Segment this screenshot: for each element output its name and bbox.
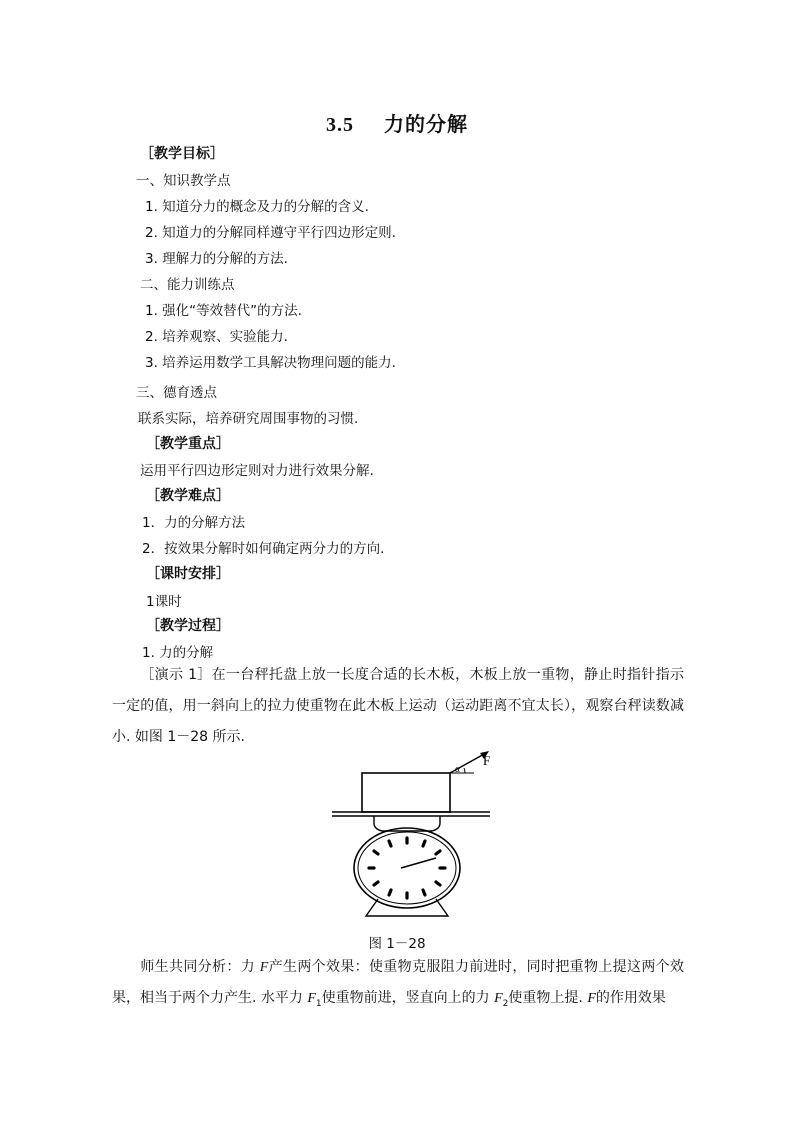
- section-number: 3.5: [326, 114, 354, 136]
- ability-heading: 二、能力训练点: [140, 277, 235, 293]
- scale-figure: [326, 751, 496, 921]
- force-label: F: [483, 753, 491, 768]
- list-item: 1．力的分解方法: [142, 515, 246, 531]
- moral-heading: 三、德育透点: [136, 385, 217, 401]
- moral-text: 联系实际，培养研究周围事物的习惯.: [138, 411, 359, 427]
- demo-paragraph: ［演示 1］在一台秤托盘上放一长度合适的长木板，木板上放一重物，静止时指针指示一定的值，用一斜向上的拉力使重物在此木板上运动（运动距离不宜太长），观察台秤读数减小. 如图 1－28 所示.: [112, 667, 684, 745]
- dial-pointer: [401, 858, 436, 868]
- list-item: 3. 理解力的分解的方法.: [145, 251, 288, 267]
- list-item: 2. 培养观察、实验能力.: [145, 329, 288, 345]
- schedule-text: 1课时: [146, 594, 182, 610]
- section-title: 力的分解: [384, 112, 468, 136]
- figure-caption: 图 1－28: [368, 936, 426, 952]
- key-points-text: 运用平行四边形定则对力进行效果分解.: [140, 463, 374, 479]
- list-item: 2. 知道力的分解同样遵守平行四边形定则.: [145, 225, 396, 241]
- list-item: 3. 培养运用数学工具解决物理问题的能力.: [145, 355, 396, 371]
- analysis-paragraph: 师生共同分析：力 F产生两个效果：使重物克服阻力前进时，同时把重物上提这两个效果，相当于两个力产生. 水平力 $F_1$使重物前进，竖直向上的力 $F_2$使重物上提. F的作用效果: [112, 959, 684, 1009]
- list-item: 1. 强化“等效替代”的方法.: [145, 303, 302, 319]
- force-symbol: F: [587, 991, 596, 1006]
- angle-label: α: [455, 764, 461, 775]
- list-item: 1. 知道分力的概念及力的分解的含义.: [145, 199, 369, 215]
- objectives-heading: ［教学目标］: [140, 146, 224, 162]
- page-title: [0, 108, 794, 137]
- key-points-heading: ［教学重点］: [146, 436, 230, 452]
- force-symbol-f2: F: [494, 991, 503, 1006]
- knowledge-heading: 一、知识教学点: [136, 173, 231, 189]
- list-item: 2．按效果分解时如何确定两分力的方向.: [142, 541, 385, 557]
- process-heading: ［教学过程］: [146, 618, 230, 634]
- weight-block: [362, 773, 450, 812]
- difficulties-heading: ［教学难点］: [146, 488, 230, 504]
- dial-ticks: [369, 838, 445, 898]
- force-symbol: F: [259, 960, 269, 975]
- angle-arc: [464, 768, 465, 773]
- schedule-heading: ［课时安排］: [146, 566, 230, 582]
- force-symbol-f1: F: [307, 991, 316, 1006]
- process-subheading: 1. 力的分解: [142, 645, 214, 661]
